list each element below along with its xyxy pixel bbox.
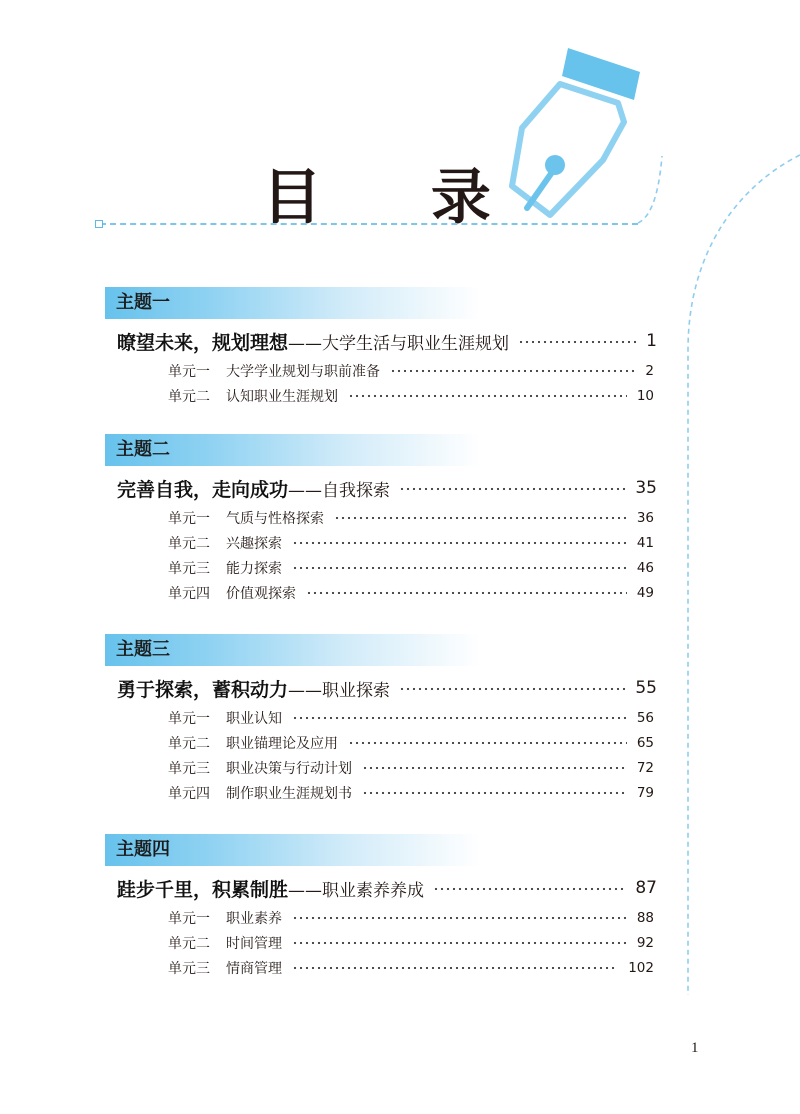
toc-section — [105, 434, 665, 605]
unit-entry[interactable] — [168, 555, 654, 580]
dot-leader — [390, 369, 635, 373]
title-dashed-line — [100, 223, 638, 225]
unit-page-number: 65 — [636, 734, 654, 751]
unit-label: 单元三 — [168, 960, 210, 977]
topic-header — [105, 634, 480, 666]
unit-label: 单元四 — [168, 585, 210, 602]
topic-header — [105, 287, 480, 319]
unit-page-number: 102 — [628, 959, 654, 976]
page-number: 1 — [691, 1040, 699, 1056]
dot-leader — [334, 516, 627, 520]
unit-page-number: 88 — [636, 909, 654, 926]
topic-page-number: 55 — [635, 678, 657, 698]
dot-leader — [362, 766, 627, 770]
topic-title: 跬步千里，积累制胜 — [117, 878, 289, 901]
dot-leader — [292, 566, 627, 570]
topic-title: 完善自我，走向成功 — [117, 478, 289, 501]
unit-page-number: 46 — [636, 559, 654, 576]
unit-label: 单元二 — [168, 735, 210, 752]
unit-title: 职业素养 — [226, 910, 282, 927]
topic-header — [105, 434, 480, 466]
unit-entry[interactable] — [168, 730, 654, 755]
title-dashed-curve — [638, 156, 662, 223]
unit-label: 单元一 — [168, 363, 210, 380]
topic-label: 主题四 — [116, 839, 170, 860]
unit-title: 情商管理 — [226, 960, 282, 977]
unit-page-number: 49 — [636, 584, 654, 601]
unit-entry[interactable] — [168, 780, 654, 805]
topic-subtitle: ——自我探索 — [288, 480, 391, 501]
unit-entry[interactable] — [168, 930, 654, 955]
topic-label: 主题一 — [116, 292, 170, 313]
unit-title: 能力探索 — [226, 560, 282, 577]
dot-leader — [362, 791, 627, 795]
unit-title: 价值观探索 — [226, 585, 296, 602]
topic-entry[interactable] — [117, 671, 657, 705]
unit-title: 时间管理 — [226, 935, 282, 952]
unit-entry[interactable] — [168, 755, 654, 780]
dot-leader — [306, 591, 627, 595]
dot-leader — [399, 687, 626, 691]
unit-title: 大学学业规划与职前准备 — [226, 363, 380, 380]
unit-title: 认知职业生涯规划 — [226, 388, 338, 405]
unit-page-number: 41 — [636, 534, 654, 551]
dot-leader — [292, 541, 627, 545]
dot-leader — [348, 741, 627, 745]
unit-label: 单元一 — [168, 710, 210, 727]
right-dashed-curve — [688, 155, 800, 995]
topic-entry[interactable] — [117, 871, 657, 905]
topic-page-number: 1 — [646, 331, 657, 351]
unit-title: 气质与性格探索 — [226, 510, 324, 527]
title-dashed-line-cap — [95, 220, 103, 228]
topic-header — [105, 834, 480, 866]
unit-title: 制作职业生涯规划书 — [226, 785, 352, 802]
unit-entry[interactable] — [168, 530, 654, 555]
unit-entry[interactable] — [168, 955, 654, 980]
unit-entry[interactable] — [168, 358, 654, 383]
topic-label: 主题二 — [116, 439, 170, 460]
unit-entry[interactable] — [168, 905, 654, 930]
unit-page-number: 36 — [636, 509, 654, 526]
unit-entry[interactable] — [168, 705, 654, 730]
topic-label: 主题三 — [116, 639, 170, 660]
toc-section — [105, 287, 665, 408]
unit-entry[interactable] — [168, 505, 654, 530]
topic-title: 暸望未来，规划理想 — [117, 331, 289, 354]
dot-leader — [292, 916, 627, 920]
topic-page-number: 35 — [635, 478, 657, 498]
unit-label: 单元二 — [168, 388, 210, 405]
topic-title: 勇于探索，蓄积动力 — [117, 678, 289, 701]
unit-page-number: 10 — [636, 387, 654, 404]
topic-entry[interactable] — [117, 324, 657, 358]
unit-label: 单元三 — [168, 560, 210, 577]
unit-label: 单元三 — [168, 760, 210, 777]
unit-title: 职业决策与行动计划 — [226, 760, 352, 777]
topic-page-number: 87 — [635, 878, 657, 898]
dot-leader — [348, 394, 627, 398]
unit-title: 兴趣探索 — [226, 535, 282, 552]
page-title: 目 录 — [262, 163, 535, 233]
dot-leader — [399, 487, 626, 491]
dot-leader — [292, 941, 627, 945]
unit-page-number: 72 — [636, 759, 654, 776]
dot-leader — [292, 716, 627, 720]
unit-title: 职业锚理论及应用 — [226, 735, 338, 752]
dot-leader — [518, 340, 637, 344]
unit-label: 单元一 — [168, 510, 210, 527]
unit-label: 单元一 — [168, 910, 210, 927]
unit-page-number: 56 — [636, 709, 654, 726]
toc-section — [105, 834, 665, 980]
unit-entry[interactable] — [168, 383, 654, 408]
unit-label: 单元二 — [168, 935, 210, 952]
unit-title: 职业认知 — [226, 710, 282, 727]
unit-label: 单元四 — [168, 785, 210, 802]
topic-subtitle: ——职业探索 — [288, 680, 391, 701]
topic-entry[interactable] — [117, 471, 657, 505]
dot-leader — [292, 966, 618, 970]
unit-page-number: 79 — [636, 784, 654, 801]
unit-entry[interactable] — [168, 580, 654, 605]
topic-subtitle: ——大学生活与职业生涯规划 — [288, 333, 510, 354]
topic-subtitle: ——职业素养养成 — [288, 880, 425, 901]
unit-page-number: 92 — [636, 934, 654, 951]
unit-page-number: 2 — [645, 362, 654, 379]
unit-label: 单元二 — [168, 535, 210, 552]
toc-section — [105, 634, 665, 805]
dot-leader — [433, 887, 626, 891]
